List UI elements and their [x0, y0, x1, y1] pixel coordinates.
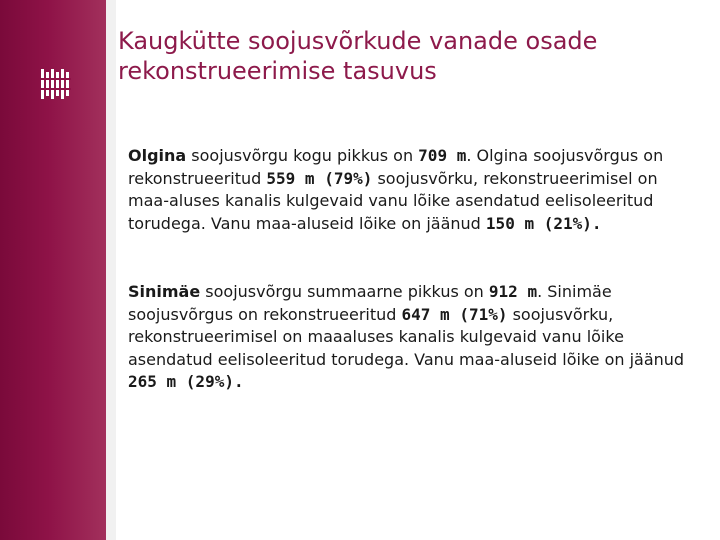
text-segment: . Sinimäe soojusvõrgus on rekonstrueeritud	[128, 282, 612, 324]
text-segment: soojusvõrku, rekonstrueerimisel on maaaluses kanalis kulgevaid vanu lõike asendatud eelisoleeritud torudega. Vanu maa-aluseid lõike on jäänud	[128, 304, 685, 369]
rebuilt-length: 647 m (71%)	[401, 304, 508, 324]
title-line-1: Kaugkütte soojusvõrkude vanade osade	[118, 27, 598, 55]
sidebar-divider	[106, 0, 116, 540]
text-segment: soojusvõrgu kogu pikkus on	[186, 146, 419, 165]
grid-logo-icon	[41, 69, 71, 99]
remaining-length: 150 m (21%).	[485, 213, 602, 233]
text-segment: . Olgina soojusvõrgus on rekonstrueeritud	[128, 146, 664, 188]
text-segment: soojusvõrku, rekonstrueerimisel on maa-aluses kanalis kulgevaid vanu lõike asendatud eelisoleeritud torudega. Vanu maa-aluseid lõike on jäänud	[128, 168, 658, 233]
total-length: 912 m	[488, 282, 538, 301]
text-segment: soojusvõrgu summaarne pikkus on	[200, 282, 489, 301]
remaining-length: 265 m (29%).	[128, 372, 244, 391]
paragraph-olgina	[128, 145, 703, 235]
paragraph-sinimae	[128, 281, 703, 394]
slide-title	[118, 26, 698, 86]
rebuilt-length: 559 m (79%)	[266, 168, 373, 188]
total-length: 709 m	[418, 146, 467, 165]
network-name: Sinimäe	[128, 282, 201, 301]
network-name: Olgina	[128, 146, 187, 165]
title-line-2: rekonstrueerimise tasuvus	[118, 57, 437, 85]
